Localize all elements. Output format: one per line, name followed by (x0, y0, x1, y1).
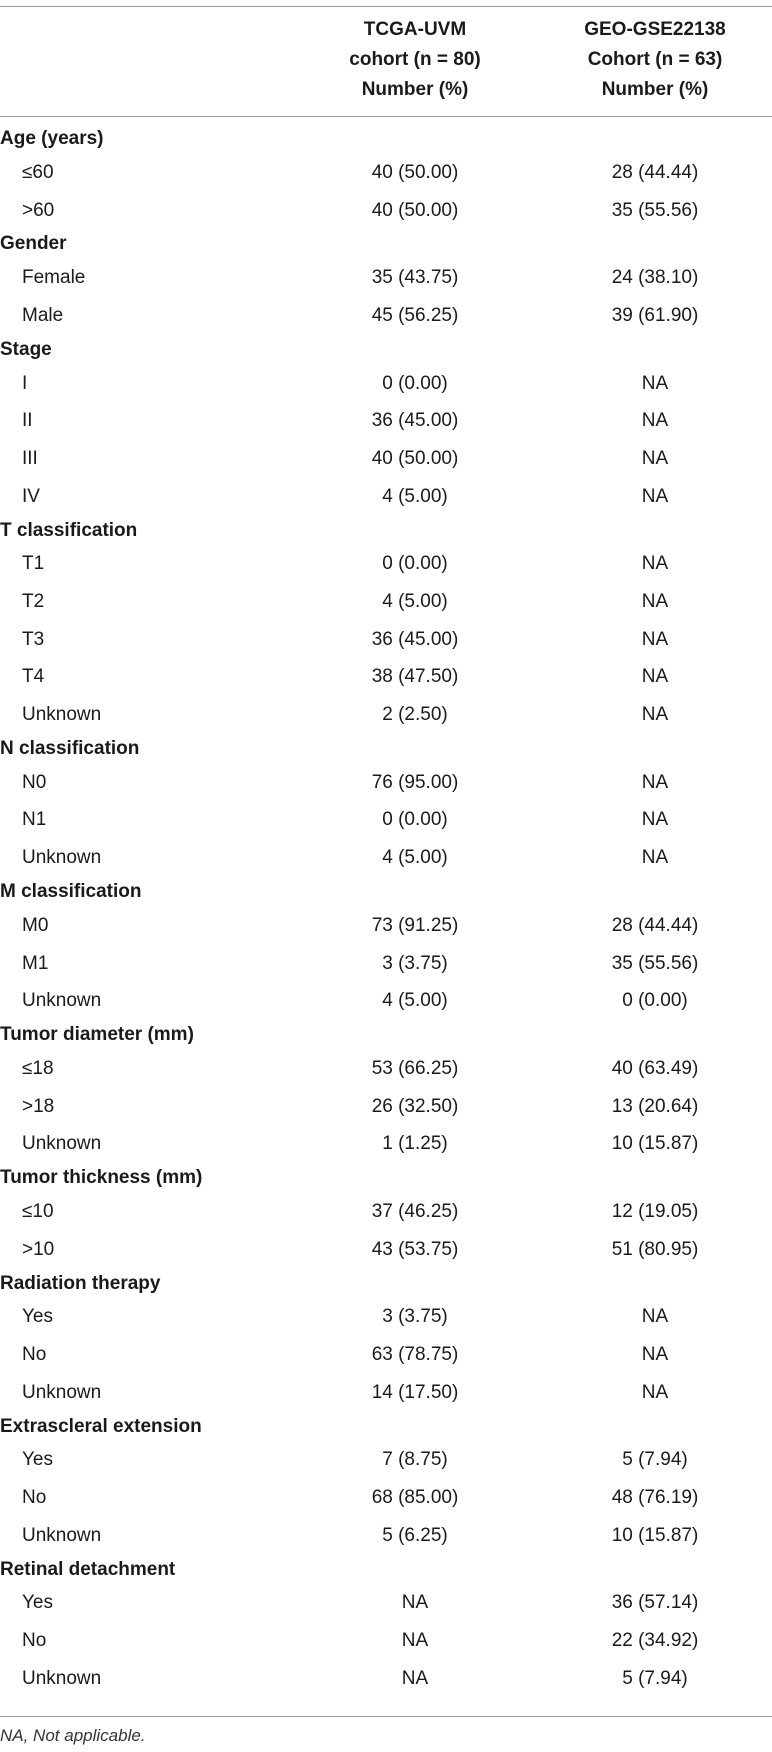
table-row (0, 1050, 772, 1088)
geo-value: 48 (76.19) (611, 1487, 699, 1509)
tcga-value: NA (401, 1667, 429, 1689)
geo-value: 35 (55.56) (611, 952, 699, 974)
row-label: III (22, 447, 38, 469)
tcga-value: 4 (5.00) (382, 990, 448, 1012)
row-label: Unknown (22, 847, 102, 869)
section-title: N classification (0, 737, 140, 759)
tcga-value: 40 (50.00) (371, 161, 459, 183)
section-header-row (0, 1269, 772, 1299)
table-row (0, 1125, 772, 1163)
geo-value: NA (641, 1306, 669, 1328)
tcga-value: 73 (91.25) (371, 914, 459, 936)
tcga-value: 35 (43.75) (371, 267, 459, 289)
column-header-line: TCGA-UVM (363, 19, 467, 40)
row-label: Yes (22, 1592, 53, 1614)
row-label: Unknown (22, 990, 102, 1012)
tcga-value: 68 (85.00) (371, 1487, 459, 1509)
table-row (0, 1517, 772, 1555)
geo-value: 13 (20.64) (611, 1095, 699, 1117)
geo-value: 36 (57.14) (611, 1592, 699, 1614)
table-row (0, 982, 772, 1020)
column-header-geo (540, 12, 770, 108)
section-title: Extrascleral extension (0, 1415, 202, 1437)
tcga-value: 4 (5.00) (382, 485, 448, 507)
table-row (0, 402, 772, 440)
row-label: N1 (22, 809, 47, 831)
table-row (0, 1442, 772, 1480)
geo-value: NA (641, 809, 669, 831)
geo-value: NA (641, 553, 669, 575)
table-row (0, 1088, 772, 1126)
column-header-tcga (300, 12, 530, 108)
tcga-value: 0 (0.00) (382, 372, 448, 394)
section-header-row (0, 1555, 772, 1585)
table-header-rule (0, 116, 772, 117)
tcga-value: 43 (53.75) (371, 1238, 459, 1260)
tcga-value: 26 (32.50) (371, 1095, 459, 1117)
section-header-row (0, 516, 772, 546)
table-row (0, 154, 772, 192)
tcga-value: 36 (45.00) (371, 628, 459, 650)
table-row (0, 1299, 772, 1337)
geo-value: NA (641, 1381, 669, 1403)
tcga-value: 40 (50.00) (371, 199, 459, 221)
tcga-value: 53 (66.25) (371, 1057, 459, 1079)
geo-value: NA (641, 591, 669, 613)
tcga-value: 4 (5.00) (382, 847, 448, 869)
geo-value: NA (641, 666, 669, 688)
table-row (0, 696, 772, 734)
tcga-value: 3 (3.75) (382, 952, 448, 974)
section-title: Tumor thickness (mm) (0, 1167, 203, 1189)
row-label: M0 (22, 914, 49, 936)
table-row (0, 1479, 772, 1517)
table-row (0, 583, 772, 621)
geo-value: NA (641, 372, 669, 394)
table-row (0, 546, 772, 584)
table-row (0, 1336, 772, 1374)
row-label: Yes (22, 1306, 53, 1328)
geo-value: NA (641, 628, 669, 650)
row-label: T4 (22, 666, 45, 688)
tcga-value: 0 (0.00) (382, 809, 448, 831)
column-header-line: Cohort (n = 63) (587, 49, 723, 70)
tcga-value: 7 (8.75) (382, 1449, 448, 1471)
row-label: IV (22, 485, 40, 507)
row-label: >10 (22, 1238, 55, 1260)
geo-value: 10 (15.87) (611, 1133, 699, 1155)
row-label: N0 (22, 771, 47, 793)
row-label: M1 (22, 952, 49, 974)
geo-value: 22 (34.92) (611, 1630, 699, 1652)
table-row (0, 1660, 772, 1698)
geo-value: 5 (7.94) (622, 1667, 688, 1689)
table-body (0, 124, 772, 1698)
section-header-row (0, 1163, 772, 1193)
row-label: II (22, 410, 33, 432)
table-row (0, 1231, 772, 1269)
section-title: Age (years) (0, 128, 104, 149)
row-label: >18 (22, 1095, 55, 1117)
section-header-row (0, 1412, 772, 1442)
row-label: No (22, 1344, 47, 1366)
row-label: Unknown (22, 1133, 102, 1155)
row-label: I (22, 372, 28, 394)
section-title: M classification (0, 881, 142, 902)
table-footnote: NA, Not applicable. (0, 1726, 146, 1745)
tcga-value: 76 (95.00) (371, 771, 459, 793)
table-row (0, 621, 772, 659)
geo-value: 39 (61.90) (611, 304, 699, 326)
row-label: Unknown (22, 1381, 102, 1403)
geo-value: 28 (44.44) (611, 161, 699, 183)
tcga-value: 4 (5.00) (382, 591, 448, 613)
section-title: Gender (0, 233, 67, 255)
table-row (0, 764, 772, 802)
tcga-value: NA (401, 1592, 429, 1614)
geo-value: 40 (63.49) (611, 1057, 699, 1079)
geo-value: NA (641, 704, 669, 726)
row-label: Unknown (22, 704, 102, 726)
row-label: T1 (22, 553, 45, 575)
geo-value: 28 (44.44) (611, 914, 699, 936)
tcga-value: NA (401, 1630, 429, 1652)
table-row (0, 945, 772, 983)
table-top-rule (0, 6, 772, 7)
row-label: No (22, 1487, 47, 1509)
section-title: Radiation therapy (0, 1272, 161, 1294)
table-row (0, 365, 772, 403)
geo-value: 51 (80.95) (611, 1238, 699, 1260)
section-header-row (0, 335, 772, 365)
section-title: Stage (0, 338, 52, 360)
table-row (0, 440, 772, 478)
section-header-row (0, 877, 772, 907)
row-label: ≤60 (22, 161, 54, 183)
row-label: ≤18 (22, 1057, 54, 1079)
geo-value: 12 (19.05) (611, 1200, 699, 1222)
row-label: Unknown (22, 1667, 102, 1689)
geo-value: 10 (15.87) (611, 1524, 699, 1546)
section-title: Retinal detachment (0, 1558, 176, 1580)
row-label: Yes (22, 1449, 53, 1471)
row-label: Male (22, 304, 64, 326)
section-title: Tumor diameter (mm) (0, 1024, 194, 1046)
table-row (0, 1193, 772, 1231)
table-row (0, 259, 772, 297)
row-label: No (22, 1630, 47, 1652)
column-header-line: GEO-GSE22138 (584, 19, 726, 40)
tcga-value: 14 (17.50) (371, 1381, 459, 1403)
row-label: >60 (22, 199, 55, 221)
column-header-line: cohort (n = 80) (349, 49, 481, 70)
geo-value: NA (641, 847, 669, 869)
section-header-row (0, 124, 772, 154)
geo-value: NA (641, 771, 669, 793)
geo-value: NA (641, 410, 669, 432)
tcga-value: 3 (3.75) (382, 1306, 448, 1328)
tcga-value: 36 (45.00) (371, 410, 459, 432)
row-label: ≤10 (22, 1200, 54, 1222)
tcga-value: 1 (1.25) (382, 1133, 448, 1155)
column-header-line: Number (%) (361, 79, 469, 100)
tcga-value: 0 (0.00) (382, 553, 448, 575)
geo-value: 24 (38.10) (611, 267, 699, 289)
row-label: Unknown (22, 1524, 102, 1546)
table-row (0, 478, 772, 516)
section-header-row (0, 1020, 772, 1050)
tcga-value: 2 (2.50) (382, 704, 448, 726)
section-header-row (0, 734, 772, 764)
table-row (0, 297, 772, 335)
geo-value: 0 (0.00) (622, 990, 688, 1012)
table-row (0, 1585, 772, 1623)
table-row (0, 802, 772, 840)
tcga-value: 38 (47.50) (371, 666, 459, 688)
table-row (0, 1374, 772, 1412)
table-row (0, 659, 772, 697)
tcga-value: 37 (46.25) (371, 1200, 459, 1222)
geo-value: NA (641, 485, 669, 507)
section-header-row (0, 229, 772, 259)
tcga-value: 5 (6.25) (382, 1524, 448, 1546)
table-row (0, 907, 772, 945)
geo-value: 5 (7.94) (622, 1449, 688, 1471)
table-row (0, 839, 772, 877)
table-row (0, 192, 772, 230)
table-row (0, 1622, 772, 1660)
column-header-line: Number (%) (601, 79, 709, 100)
geo-value: NA (641, 447, 669, 469)
tcga-value: 45 (56.25) (371, 304, 459, 326)
row-label: T2 (22, 591, 45, 613)
row-label: Female (22, 267, 86, 289)
geo-value: 35 (55.56) (611, 199, 699, 221)
geo-value: NA (641, 1344, 669, 1366)
table-bottom-rule (0, 1716, 772, 1717)
tcga-value: 63 (78.75) (371, 1344, 459, 1366)
row-label: T3 (22, 628, 45, 650)
section-title: T classification (0, 519, 138, 541)
tcga-value: 40 (50.00) (371, 447, 459, 469)
